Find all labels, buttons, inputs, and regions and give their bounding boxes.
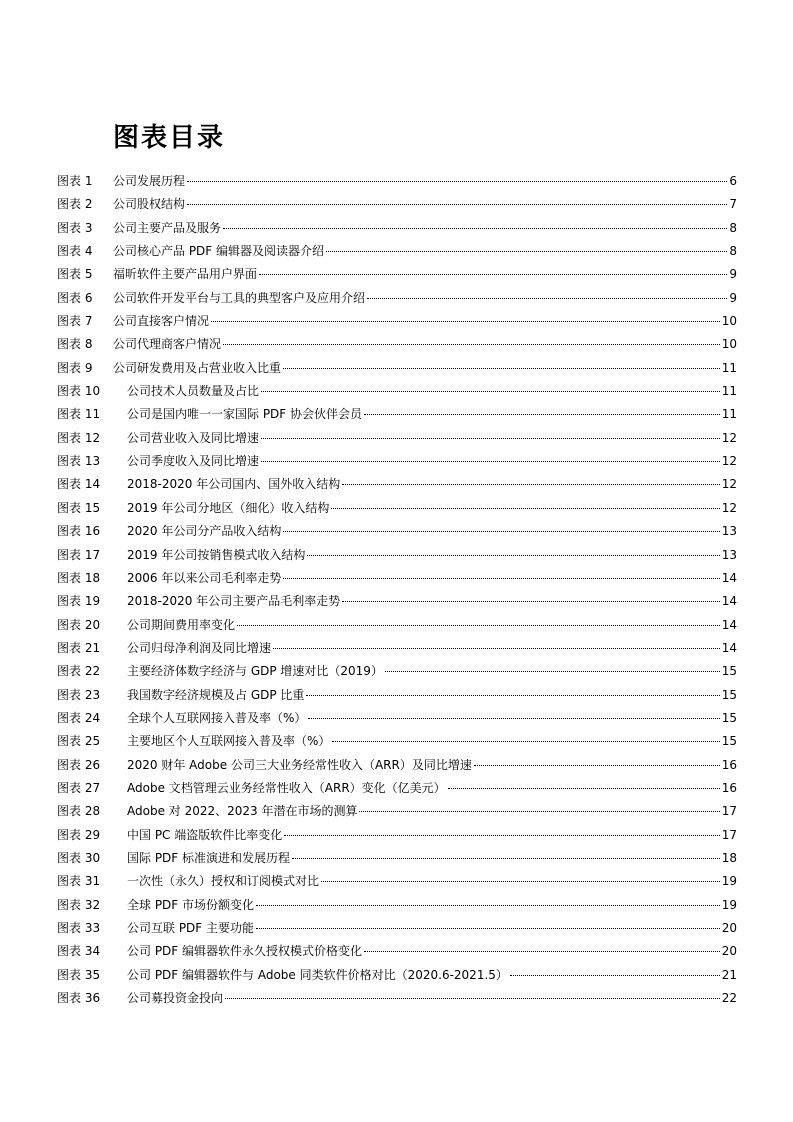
toc-dot-leader <box>331 508 719 509</box>
toc-entry-title: 国际 PDF 标准演进和发展历程 <box>127 850 291 865</box>
toc-entry[interactable] <box>57 357 737 380</box>
toc-entry-label: 图表 16 <box>57 524 101 539</box>
toc-entry-page: 13 <box>721 547 737 562</box>
toc-dot-leader <box>364 951 720 952</box>
toc-entry-title: Adobe 文档管理云业务经常性收入（ARR）变化（亿美元） <box>127 780 446 795</box>
toc-entry-label: 图表 15 <box>57 500 101 515</box>
page-title: 图表目录 <box>113 123 226 153</box>
toc-dot-leader <box>284 835 719 836</box>
toc-entry-page: 10 <box>721 337 737 352</box>
toc-entry-label: 图表 3 <box>57 220 93 235</box>
toc-entry-label: 图表 23 <box>57 687 101 702</box>
toc-entry[interactable] <box>57 403 737 426</box>
toc-dot-leader <box>256 928 720 929</box>
toc-entry-label: 图表 13 <box>57 454 101 469</box>
toc-entry-label: 图表 5 <box>57 267 93 282</box>
toc-entry-label: 图表 36 <box>57 991 101 1006</box>
toc-entry-page: 16 <box>721 780 737 795</box>
toc-dot-leader <box>321 881 720 882</box>
toc-entry-label: 图表 21 <box>57 640 101 655</box>
toc-entry-title: 公司 PDF 编辑器软件永久授权模式价格变化 <box>127 944 363 959</box>
toc-entry[interactable] <box>57 263 737 286</box>
toc-entry-label: 图表 33 <box>57 921 101 935</box>
toc-entry-label: 图表 25 <box>57 734 101 749</box>
toc-entry-page: 15 <box>721 687 737 702</box>
toc-entry-label: 图表 27 <box>57 780 101 795</box>
toc-dot-leader <box>367 298 727 299</box>
toc-entry-page: 19 <box>721 874 737 889</box>
toc-entry-title: 公司募投资金投向 <box>127 991 224 1006</box>
toc-entry[interactable] <box>57 894 737 917</box>
toc-dot-leader <box>342 601 719 602</box>
toc-entry-title: 主要经济体数字经济与 GDP 增速对比（2019） <box>127 664 383 679</box>
toc-entry-title: 公司股权结构 <box>113 197 186 212</box>
toc-dot-leader <box>283 578 719 579</box>
toc-entry-page: 17 <box>721 827 737 842</box>
toc-entry-page: 12 <box>721 477 737 492</box>
toc-entry-page: 9 <box>729 267 737 282</box>
toc-dot-leader <box>510 975 720 976</box>
toc-entry-page: 20 <box>721 944 737 959</box>
toc-dot-leader <box>448 788 720 789</box>
toc-entry-page: 22 <box>721 991 737 1006</box>
toc-dot-leader <box>223 344 720 345</box>
toc-entry-title: 2019 年公司按销售模式收入结构 <box>127 547 306 562</box>
toc-dot-leader <box>332 741 719 742</box>
toc-entry[interactable] <box>57 660 737 683</box>
toc-entry-label: 图表 20 <box>57 617 101 632</box>
toc-entry-label: 图表 10 <box>57 384 101 399</box>
toc-entry-page: 8 <box>729 244 737 259</box>
toc-entry[interactable] <box>57 707 737 730</box>
toc-entry[interactable] <box>57 964 737 987</box>
toc-entry-page: 11 <box>721 360 737 375</box>
toc-entry-title: 2020 年公司分产品收入结构 <box>127 524 282 539</box>
toc-entry-label: 图表 2 <box>57 197 93 212</box>
toc-entry[interactable] <box>57 777 737 800</box>
toc-entry-page: 10 <box>721 314 737 329</box>
toc-entry-label: 图表 31 <box>57 874 101 889</box>
toc-entry-label: 图表 1 <box>57 174 93 188</box>
toc-entry-page: 8 <box>729 220 737 235</box>
toc-dot-leader <box>261 391 720 392</box>
toc-entry[interactable] <box>57 544 737 567</box>
toc-entry[interactable] <box>57 380 737 403</box>
toc-dot-leader <box>211 321 720 322</box>
toc-entry[interactable] <box>57 870 737 893</box>
toc-entry[interactable] <box>57 450 737 473</box>
toc-entry-label: 图表 11 <box>57 407 101 422</box>
toc-entry-title: 福昕软件主要产品用户界面 <box>113 267 258 282</box>
toc-entry[interactable] <box>57 940 737 963</box>
toc-dot-leader <box>283 368 720 369</box>
toc-dot-leader <box>261 438 720 439</box>
toc-entry-title: 公司技术人员数量及占比 <box>127 384 260 399</box>
toc-dot-leader <box>259 274 727 275</box>
toc-entry-page: 21 <box>721 967 737 982</box>
toc-entry-title: 一次性（永久）授权和订阅模式对比 <box>127 874 320 889</box>
toc-entry[interactable] <box>57 520 737 543</box>
toc-entry-title: 公司主要产品及服务 <box>113 220 222 235</box>
toc-dot-leader <box>225 998 720 999</box>
toc-entry-label: 图表 22 <box>57 664 101 679</box>
toc-dot-leader <box>307 555 719 556</box>
toc-entry-label: 图表 24 <box>57 710 101 725</box>
toc-entry-title: 2020 财年 Adobe 公司三大业务经常性收入（ARR）及同比增速 <box>127 757 472 772</box>
toc-entry[interactable] <box>57 170 737 193</box>
toc-entry-page: 15 <box>721 734 737 749</box>
toc-dot-leader <box>326 251 727 252</box>
toc-entry[interactable] <box>57 497 737 520</box>
toc-entry-page: 12 <box>721 500 737 515</box>
toc-entry[interactable] <box>57 684 737 707</box>
toc-entry-page: 11 <box>721 384 737 399</box>
toc-entry-title: 全球 PDF 市场份额变化 <box>127 897 255 912</box>
toc-entry-label: 图表 14 <box>57 477 101 492</box>
toc-entry[interactable] <box>57 567 737 590</box>
toc-entry-page: 9 <box>729 290 737 305</box>
toc-entry-page: 6 <box>729 174 737 188</box>
toc-entry[interactable] <box>57 310 737 333</box>
toc-entry-label: 图表 30 <box>57 850 101 865</box>
toc-entry[interactable] <box>57 193 737 216</box>
toc-entry-title: 公司发展历程 <box>113 174 186 188</box>
toc-entry[interactable] <box>57 240 737 263</box>
toc-dot-leader <box>187 181 727 182</box>
toc-entry-title: 公司营业收入及同比增速 <box>127 430 260 445</box>
toc-entry-title: 主要地区个人互联网接入普及率（%） <box>127 734 331 749</box>
toc-dot-leader <box>223 228 727 229</box>
toc-dot-leader <box>261 461 720 462</box>
toc-dot-leader <box>306 695 719 696</box>
toc-entry-label: 图表 7 <box>57 314 93 329</box>
toc-entry[interactable] <box>57 917 737 940</box>
toc-entry-page: 14 <box>721 640 737 655</box>
toc-entry-title: 公司代理商客户情况 <box>113 337 222 352</box>
toc-entry-page: 14 <box>721 617 737 632</box>
toc-entry-label: 图表 18 <box>57 570 101 585</box>
toc-entry-label: 图表 35 <box>57 967 101 982</box>
toc-entry-title: 2018-2020 年公司主要产品毛利率走势 <box>127 594 341 609</box>
toc-entry-title: 公司直接客户情况 <box>113 314 210 329</box>
toc-entry-label: 图表 28 <box>57 804 101 819</box>
toc-entry-label: 图表 19 <box>57 594 101 609</box>
toc-entry-label: 图表 6 <box>57 290 93 305</box>
toc-entry-title: 公司软件开发平台与工具的典型客户及应用介绍 <box>113 290 366 305</box>
toc-entry[interactable] <box>57 754 737 777</box>
toc-entry-title: 公司互联 PDF 主要功能 <box>127 921 255 935</box>
toc-entry-page: 16 <box>721 757 737 772</box>
toc-entry-page: 17 <box>721 804 737 819</box>
toc-entry-title: 全球个人互联网接入普及率（%） <box>127 710 307 725</box>
toc-entry-page: 13 <box>721 524 737 539</box>
toc-entry-label: 图表 29 <box>57 827 101 842</box>
toc-entry[interactable] <box>57 637 737 660</box>
toc-dot-leader <box>237 625 720 626</box>
toc-entry[interactable] <box>57 800 737 823</box>
toc-entry-title: 2006 年以来公司毛利率走势 <box>127 570 282 585</box>
toc-dot-leader <box>308 718 719 719</box>
toc-entry-label: 图表 26 <box>57 757 101 772</box>
toc-dot-leader <box>385 671 720 672</box>
toc-dot-leader <box>359 811 719 812</box>
toc-entry-label: 图表 8 <box>57 337 93 352</box>
toc-entry[interactable] <box>57 824 737 847</box>
toc-entry-page: 12 <box>721 454 737 469</box>
toc-entry-page: 11 <box>721 407 737 422</box>
toc-entry-label: 图表 12 <box>57 430 101 445</box>
toc-entry[interactable] <box>57 987 737 1010</box>
toc-dot-leader <box>283 531 719 532</box>
toc-entry-title: 公司期间费用率变化 <box>127 617 236 632</box>
toc-entry-page: 15 <box>721 664 737 679</box>
toc-entry-label: 图表 34 <box>57 944 101 959</box>
toc-entry-title: 公司 PDF 编辑器软件与 Adobe 同类软件价格对比（2020.6-2021.5） <box>127 967 508 982</box>
toc-entry-page: 7 <box>729 197 737 212</box>
toc-entry-page: 18 <box>721 850 737 865</box>
toc-dot-leader <box>474 765 720 766</box>
toc-entry-title: 中国 PC 端盗版软件比率变化 <box>127 827 283 842</box>
toc-entry[interactable] <box>57 730 737 753</box>
toc-entry[interactable] <box>57 614 737 637</box>
toc-entry-title: 公司研发费用及占营业收入比重 <box>113 360 282 375</box>
toc-entry-page: 14 <box>721 570 737 585</box>
toc-entry-title: 2018-2020 年公司国内、国外收入结构 <box>127 477 341 492</box>
toc-entry-label: 图表 17 <box>57 547 101 562</box>
toc-entry-title: 公司季度收入及同比增速 <box>127 454 260 469</box>
toc-entry-label: 图表 4 <box>57 244 93 259</box>
toc-entry-page: 15 <box>721 710 737 725</box>
toc-dot-leader <box>256 905 720 906</box>
toc-entry[interactable] <box>57 333 737 356</box>
toc-entry-page: 19 <box>721 897 737 912</box>
toc-entry-title: 我国数字经济规模及占 GDP 比重 <box>127 687 305 702</box>
toc-entry[interactable] <box>57 473 737 496</box>
toc-entry[interactable] <box>57 287 737 310</box>
toc-dot-leader <box>364 414 720 415</box>
toc-dot-leader <box>292 858 720 859</box>
toc-entry-title: 公司归母净利润及同比增速 <box>127 640 272 655</box>
toc-entry[interactable] <box>57 217 737 240</box>
toc-entry[interactable] <box>57 427 737 450</box>
toc-entry-title: 公司是国内唯一一家国际 PDF 协会伙伴会员 <box>127 407 363 422</box>
toc-entry-title: Adobe 对 2022、2023 年潜在市场的测算 <box>127 804 358 819</box>
toc-entry-label: 图表 9 <box>57 360 93 375</box>
toc-entry-page: 20 <box>721 921 737 935</box>
toc-dot-leader <box>342 484 719 485</box>
toc-entry-page: 12 <box>721 430 737 445</box>
figure-toc-list <box>57 170 737 1010</box>
toc-entry[interactable] <box>57 590 737 613</box>
toc-entry[interactable] <box>57 847 737 870</box>
toc-dot-leader <box>273 648 720 649</box>
toc-entry-label: 图表 32 <box>57 897 101 912</box>
toc-entry-title: 公司核心产品 PDF 编辑器及阅读器介绍 <box>113 244 325 259</box>
toc-entry-page: 14 <box>721 594 737 609</box>
toc-dot-leader <box>187 204 727 205</box>
toc-entry-title: 2019 年公司分地区（细化）收入结构 <box>127 500 330 515</box>
